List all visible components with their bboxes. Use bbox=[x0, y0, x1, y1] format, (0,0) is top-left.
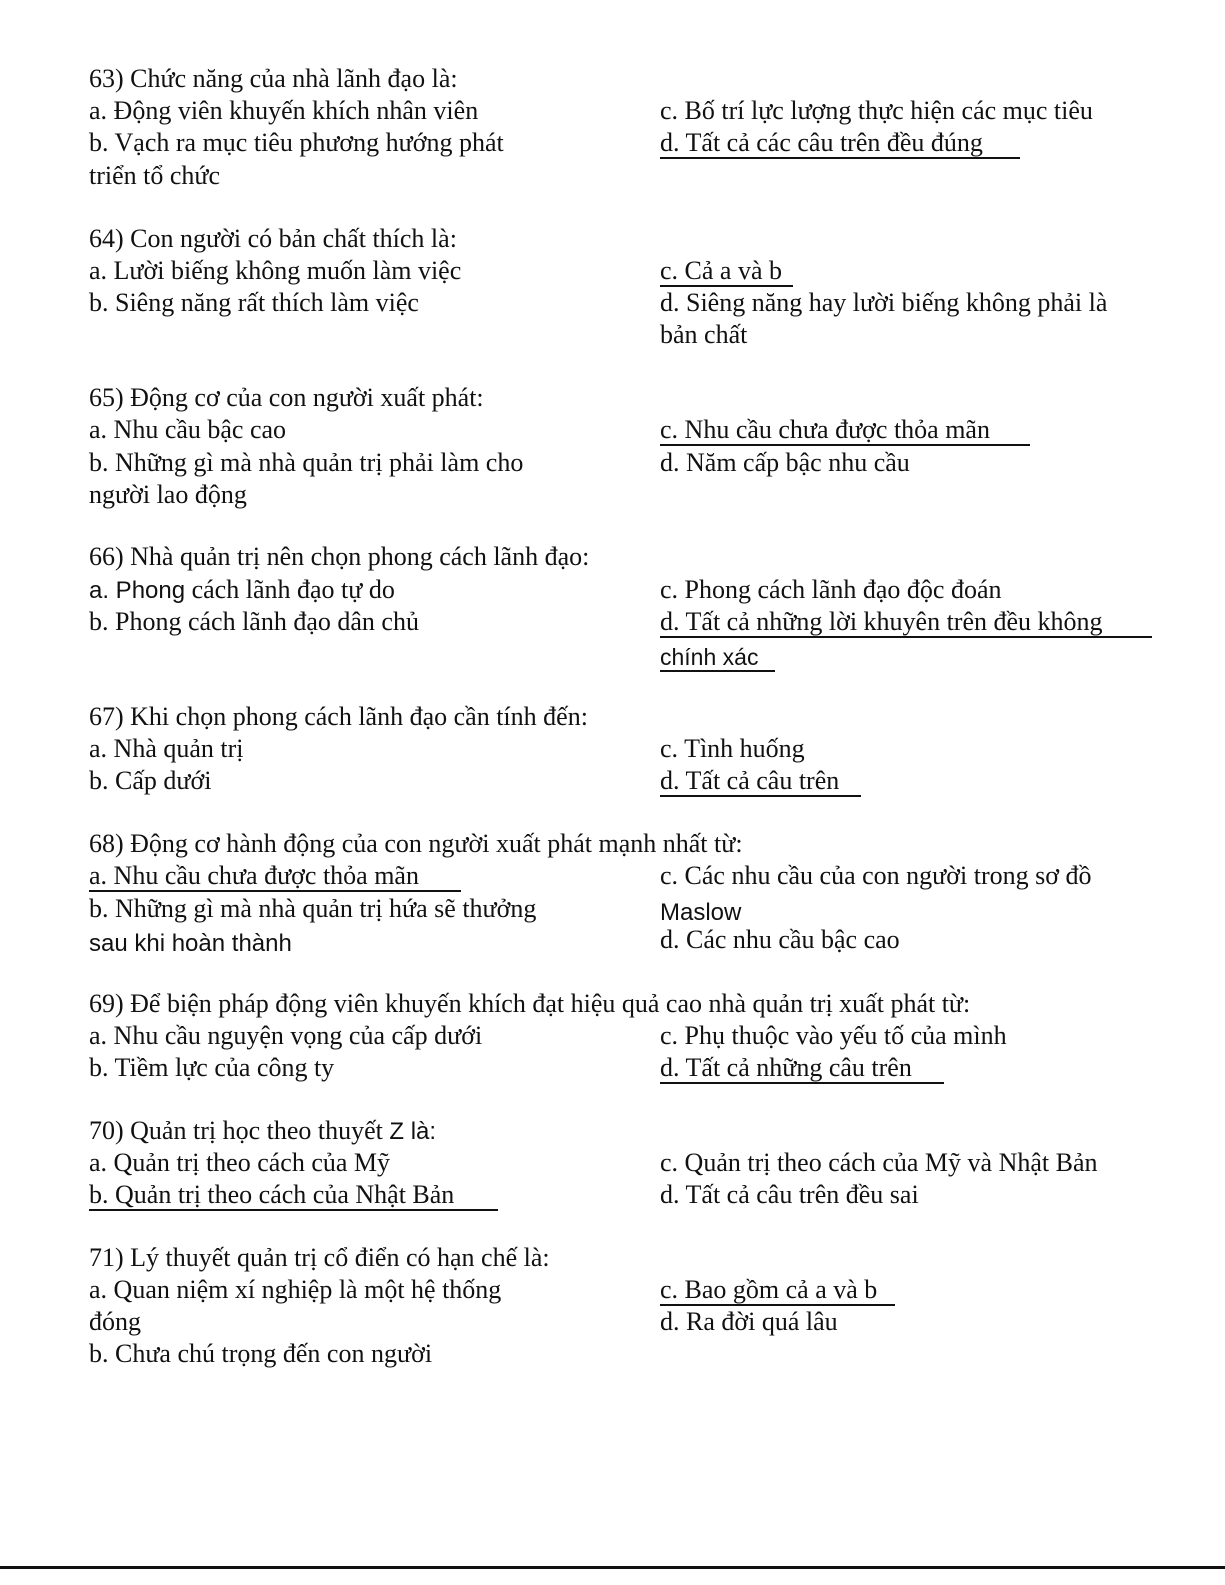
question-64-option-d-cont: bản chất bbox=[660, 320, 748, 349]
question-63-stem: 63) Chức năng của nhà lãnh đạo là: bbox=[89, 64, 458, 93]
question-67-option-a: a. Nhà quản trị bbox=[89, 734, 244, 763]
question-65-option-c-answer: c. Nhu cầu chưa được thỏa mãn bbox=[660, 417, 1030, 446]
question-68-option-a-answer: a. Nhu cầu chưa được thỏa mãn bbox=[89, 863, 461, 892]
question-65-option-b-cont: người lao động bbox=[89, 480, 247, 509]
question-63-option-b-cont: triển tổ chức bbox=[89, 161, 221, 190]
question-68-option-b-cont: sau khi hoàn thành bbox=[89, 930, 292, 957]
question-68-option-d: d. Các nhu cầu bậc cao bbox=[660, 925, 900, 954]
question-71-option-b: b. Chưa chú trọng đến con người bbox=[89, 1339, 433, 1368]
question-65-option-b: b. Những gì mà nhà quản trị phải làm cho bbox=[89, 448, 524, 477]
question-64-option-c-answer: c. Cả a và b bbox=[660, 258, 793, 287]
question-63-option-a: a. Động viên khuyến khích nhân viên bbox=[89, 96, 479, 125]
question-71-option-d: d. Ra đời quá lâu bbox=[660, 1307, 838, 1336]
question-64-option-b: b. Siêng năng rất thích làm việc bbox=[89, 288, 419, 317]
question-66-option-c: c. Phong cách lãnh đạo độc đoán bbox=[660, 575, 1002, 604]
question-63-option-d-answer: d. Tất cả các câu trên đều đúng bbox=[660, 130, 1020, 159]
question-67-option-c: c. Tình huống bbox=[660, 734, 805, 763]
question-67-option-d-answer: d. Tất cả câu trên bbox=[660, 768, 861, 797]
question-69-option-d-answer: d. Tất cả những câu trên bbox=[660, 1055, 944, 1084]
question-66-option-a bbox=[89, 577, 395, 603]
question-71-option-a-cont: đóng bbox=[89, 1307, 141, 1336]
question-66-option-d-answer-cont: chính xác bbox=[660, 646, 775, 672]
question-67-stem: 67) Khi chọn phong cách lãnh đạo cần tính đến: bbox=[89, 702, 588, 731]
question-65-stem: 65) Động cơ của con người xuất phát: bbox=[89, 383, 484, 412]
question-68-option-c-cont: Maslow bbox=[660, 899, 742, 926]
question-63-option-b: b. Vạch ra mục tiêu phương hướng phát bbox=[89, 128, 504, 157]
question-65-option-d: d. Năm cấp bậc nhu cầu bbox=[660, 448, 910, 477]
question-65-option-a: a. Nhu cầu bậc cao bbox=[89, 415, 287, 444]
page-bottom-rule bbox=[0, 1566, 1225, 1569]
question-70-option-b-answer: b. Quản trị theo cách của Nhật Bản bbox=[89, 1182, 498, 1211]
question-70-stem bbox=[89, 1118, 436, 1144]
question-70-option-a: a. Quản trị theo cách của Mỹ bbox=[89, 1148, 391, 1177]
question-64-option-d: d. Siêng năng hay lười biếng không phải là bbox=[660, 288, 1108, 317]
question-66-stem: 66) Nhà quản trị nên chọn phong cách lãnh đạo: bbox=[89, 542, 590, 571]
question-70-option-c: c. Quản trị theo cách của Mỹ và Nhật Bản bbox=[660, 1148, 1098, 1177]
question-66-option-b: b. Phong cách lãnh đạo dân chủ bbox=[89, 607, 419, 636]
question-69-stem: 69) Để biện pháp động viên khuyến khích đạt hiệu quả cao nhà quản trị xuất phát từ: bbox=[89, 989, 971, 1018]
question-70-option-d: d. Tất cả câu trên đều sai bbox=[660, 1180, 919, 1209]
question-69-option-b: b. Tiềm lực của công ty bbox=[89, 1053, 335, 1082]
question-69-option-c: c. Phụ thuộc vào yếu tố của mình bbox=[660, 1021, 1007, 1050]
question-71-stem: 71) Lý thuyết quản trị cổ điển có hạn chế là: bbox=[89, 1243, 550, 1272]
question-68-option-b: b. Những gì mà nhà quản trị hứa sẽ thưởng bbox=[89, 894, 537, 923]
question-71-option-a: a. Quan niệm xí nghiệp là một hệ thống bbox=[89, 1275, 502, 1304]
question-66-option-a-sans-part: a. Phong bbox=[89, 577, 186, 604]
question-68-option-c: c. Các nhu cầu của con người trong sơ đồ bbox=[660, 861, 1092, 890]
question-71-option-c-answer: c. Bao gồm cả a và b bbox=[660, 1277, 895, 1306]
question-69-option-a: a. Nhu cầu nguyện vọng của cấp dưới bbox=[89, 1021, 483, 1050]
question-63-option-c: c. Bố trí lực lượng thực hiện các mục tiêu bbox=[660, 96, 1093, 125]
question-68-stem: 68) Động cơ hành động của con người xuất phát mạnh nhất từ: bbox=[89, 829, 743, 858]
question-66-option-a-serif-part: cách lãnh đạo tự do bbox=[185, 575, 395, 604]
question-64-option-a: a. Lười biếng không muốn làm việc bbox=[89, 256, 462, 285]
question-70-stem-serif-part: 70) Quản trị học theo thuyết bbox=[89, 1116, 390, 1145]
question-64-stem: 64) Con người có bản chất thích là: bbox=[89, 224, 457, 253]
question-70-stem-sans-part: Z là: bbox=[389, 1118, 437, 1145]
question-67-option-b: b. Cấp dưới bbox=[89, 766, 212, 795]
question-66-option-d-answer: d. Tất cả những lời khuyên trên đều không bbox=[660, 609, 1152, 638]
